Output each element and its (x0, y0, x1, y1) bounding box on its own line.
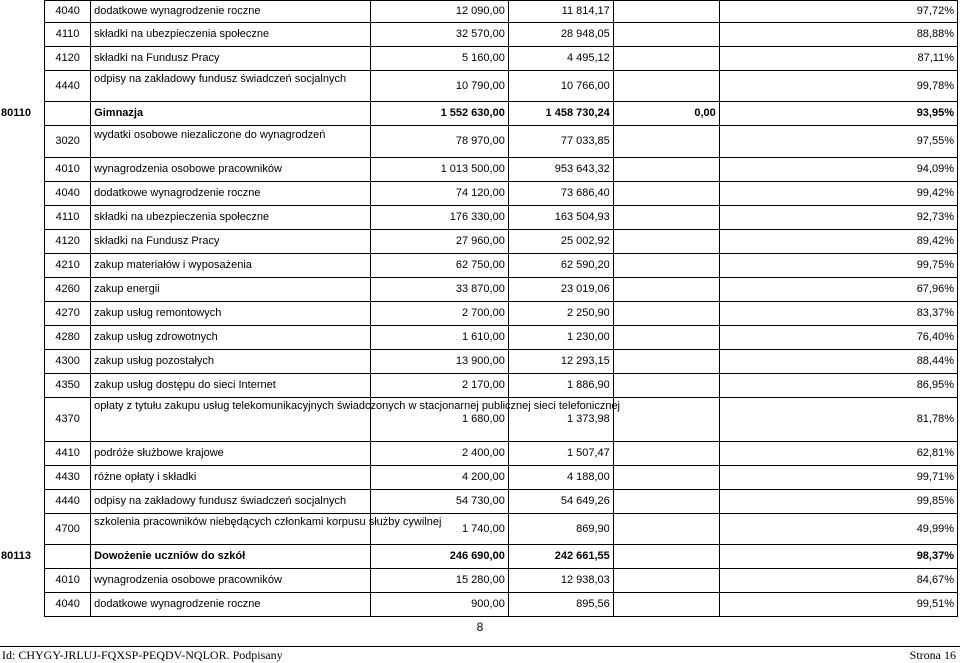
plan-amount: 900,00 (371, 593, 508, 617)
item-description (91, 126, 371, 158)
item-description-text: wydatki osobowe niezaliczone do wynagrodzeń (94, 128, 326, 141)
financing-amount: 0,00 (613, 102, 719, 126)
item-description: wynagrodzenia osobowe pracowników (91, 158, 371, 182)
execution-percent: 99,85% (719, 490, 957, 514)
plan-amount: 1 740,00 (371, 514, 508, 545)
item-description: podróże służbowe krajowe (91, 442, 371, 466)
item-description: Gimnazja (91, 102, 371, 126)
plan-amount: 2 700,00 (371, 302, 508, 326)
financing-amount (613, 466, 719, 490)
plan-amount: 33 870,00 (371, 278, 508, 302)
financing-amount (613, 23, 719, 47)
execution-percent: 84,67% (719, 569, 957, 593)
item-description: dodatkowe wynagrodzenie roczne (91, 593, 371, 617)
financing-amount (613, 350, 719, 374)
paragraph-code: 4370 (45, 398, 91, 442)
table-row (45, 182, 958, 206)
executed-amount: 73 686,40 (508, 182, 613, 206)
plan-amount: 4 200,00 (371, 466, 508, 490)
footer-document-id: Id: CHYGY-JRLUJ-FQXSP-PEQDV-NQLOR. Podpisany (2, 648, 283, 662)
plan-amount: 12 090,00 (371, 1, 508, 23)
plan-amount: 1 680,00 (371, 398, 508, 442)
item-description: składki na Fundusz Pracy (91, 47, 371, 71)
execution-percent: 97,55% (719, 126, 957, 158)
executed-amount: 1 458 730,24 (508, 102, 613, 126)
financing-amount (613, 1, 719, 23)
execution-percent: 88,88% (719, 23, 957, 47)
item-description: dodatkowe wynagrodzenie roczne (91, 1, 371, 23)
execution-percent: 86,95% (719, 374, 957, 398)
table-row (45, 1, 958, 23)
item-description: zakup usług dostępu do sieci Internet (91, 374, 371, 398)
paragraph-code: 4120 (45, 230, 91, 254)
footer-page-label: Strona 16 (909, 648, 956, 662)
executed-amount: 242 661,55 (508, 545, 613, 569)
executed-amount: 54 649,26 (508, 490, 613, 514)
plan-amount: 13 900,00 (371, 350, 508, 374)
table-row (45, 490, 958, 514)
execution-percent: 92,73% (719, 206, 957, 230)
item-description: składki na ubezpieczenia społeczne (91, 206, 371, 230)
item-description: zakup energii (91, 278, 371, 302)
paragraph-code: 4300 (45, 350, 91, 374)
chapter-code: 80110 (45, 102, 91, 126)
executed-amount: 62 590,20 (508, 254, 613, 278)
executed-amount: 895,56 (508, 593, 613, 617)
table-row (45, 442, 958, 466)
table-row (45, 254, 958, 278)
financing-amount (613, 302, 719, 326)
table-row (45, 302, 958, 326)
paragraph-code: 4280 (45, 326, 91, 350)
financing-amount (613, 206, 719, 230)
execution-percent: 62,81% (719, 442, 957, 466)
executed-amount: 4 188,00 (508, 466, 613, 490)
item-description: składki na Fundusz Pracy (91, 230, 371, 254)
item-description (91, 71, 371, 102)
item-description: różne opłaty i składki (91, 466, 371, 490)
page-number: 8 (476, 620, 484, 634)
paragraph-code: 4010 (45, 569, 91, 593)
plan-amount: 1 610,00 (371, 326, 508, 350)
execution-percent: 94,09% (719, 158, 957, 182)
item-description: odpisy na zakładowy fundusz świadczeń socjalnych (91, 490, 371, 514)
financing-amount (613, 514, 719, 545)
financing-amount (613, 593, 719, 617)
financing-amount (613, 326, 719, 350)
table-row (45, 278, 958, 302)
executed-amount: 11 814,17 (508, 1, 613, 23)
execution-percent: 99,71% (719, 466, 957, 490)
execution-percent: 99,51% (719, 593, 957, 617)
plan-amount: 54 730,00 (371, 490, 508, 514)
executed-amount: 869,90 (508, 514, 613, 545)
executed-amount: 1 886,90 (508, 374, 613, 398)
budget-sheet (1, 0, 958, 617)
item-description: zakup materiałów i wyposażenia (91, 254, 371, 278)
table-row (45, 398, 958, 442)
financing-amount (613, 442, 719, 466)
financing-amount (613, 545, 719, 569)
executed-amount: 12 938,03 (508, 569, 613, 593)
plan-amount: 176 330,00 (371, 206, 508, 230)
execution-percent: 89,42% (719, 230, 957, 254)
execution-percent: 99,75% (719, 254, 957, 278)
executed-amount: 23 019,06 (508, 278, 613, 302)
item-description: składki na ubezpieczenia społeczne (91, 23, 371, 47)
table-row (45, 71, 958, 102)
financing-amount (613, 158, 719, 182)
plan-amount: 2 400,00 (371, 442, 508, 466)
execution-percent: 83,37% (719, 302, 957, 326)
plan-amount: 74 120,00 (371, 182, 508, 206)
paragraph-code: 4700 (45, 514, 91, 545)
paragraph-code: 4110 (45, 206, 91, 230)
plan-amount: 15 280,00 (371, 569, 508, 593)
table-row (45, 47, 958, 71)
plan-amount: 62 750,00 (371, 254, 508, 278)
paragraph-code: 4270 (45, 302, 91, 326)
paragraph-code: 4010 (45, 158, 91, 182)
executed-amount: 2 250,90 (508, 302, 613, 326)
table-row (45, 158, 958, 182)
financing-amount (613, 182, 719, 206)
item-description: zakup usług remontowych (91, 302, 371, 326)
paragraph-code: 4430 (45, 466, 91, 490)
execution-percent: 97,72% (719, 1, 957, 23)
execution-percent: 93,95% (719, 102, 957, 126)
paragraph-code: 4350 (45, 374, 91, 398)
financing-amount (613, 47, 719, 71)
paragraph-code: 4260 (45, 278, 91, 302)
paragraph-code: 4110 (45, 23, 91, 47)
financing-amount (613, 278, 719, 302)
item-description: zakup usług zdrowotnych (91, 326, 371, 350)
section-row (45, 102, 958, 126)
financing-amount (613, 71, 719, 102)
paragraph-code: 4410 (45, 442, 91, 466)
execution-percent: 76,40% (719, 326, 957, 350)
item-description-text: opłaty z tytułu zakupu usług telekomunikacyjnych świadczonych w stacjonarnej publicznej sieci telefonicznej (94, 400, 621, 412)
executed-amount: 1 507,47 (508, 442, 613, 466)
execution-percent: 49,99% (719, 514, 957, 545)
execution-percent: 67,96% (719, 278, 957, 302)
section-row (45, 545, 958, 569)
financing-amount (613, 126, 719, 158)
plan-amount: 5 160,00 (371, 47, 508, 71)
budget-table (1, 0, 958, 617)
table-row (45, 23, 958, 47)
executed-amount: 77 033,85 (508, 126, 613, 158)
financing-amount (613, 569, 719, 593)
executed-amount: 1 230,00 (508, 326, 613, 350)
paragraph-code: 3020 (45, 126, 91, 158)
item-description (91, 514, 442, 545)
paragraph-code: 4040 (45, 1, 91, 23)
executed-amount: 10 766,00 (508, 71, 613, 102)
table-row (45, 230, 958, 254)
paragraph-code: 4040 (45, 593, 91, 617)
item-description: dodatkowe wynagrodzenie roczne (91, 182, 371, 206)
plan-amount: 32 570,00 (371, 23, 508, 47)
table-row (45, 206, 958, 230)
paragraph-code: 4210 (45, 254, 91, 278)
paragraph-code: 4040 (45, 182, 91, 206)
execution-percent: 81,78% (719, 398, 957, 442)
item-description-text: odpisy na zakładowy fundusz świadczeń socjalnych (94, 73, 347, 85)
executed-amount: 4 495,12 (508, 47, 613, 71)
executed-amount: 163 504,93 (508, 206, 613, 230)
paragraph-code: 4440 (45, 490, 91, 514)
item-description: zakup usług pozostałych (91, 350, 371, 374)
execution-percent: 87,11% (719, 47, 957, 71)
footer-divider (0, 646, 960, 647)
table-row (45, 569, 958, 593)
financing-amount (613, 490, 719, 514)
execution-percent: 98,37% (719, 545, 957, 569)
table-row (45, 126, 958, 158)
plan-amount: 1 552 630,00 (371, 102, 508, 126)
plan-amount: 10 790,00 (371, 71, 508, 102)
executed-amount: 1 373,98 (508, 398, 613, 442)
plan-amount: 246 690,00 (371, 545, 508, 569)
executed-amount: 25 002,92 (508, 230, 613, 254)
executed-amount: 12 293,15 (508, 350, 613, 374)
table-row (45, 593, 958, 617)
financing-amount (613, 398, 719, 442)
executed-amount: 28 948,05 (508, 23, 613, 47)
item-description: Dowożenie uczniów do szkół (91, 545, 371, 569)
item-description: wynagrodzenia osobowe pracowników (91, 569, 371, 593)
table-row (45, 326, 958, 350)
execution-percent: 99,78% (719, 71, 957, 102)
item-description-text: szkolenia pracowników niebędących członkami korpusu służby cywilnej (94, 516, 442, 528)
paragraph-code: 4120 (45, 47, 91, 71)
execution-percent: 99,42% (719, 182, 957, 206)
paragraph-code: 4440 (45, 71, 91, 102)
plan-amount: 78 970,00 (371, 126, 508, 158)
financing-amount (613, 254, 719, 278)
financing-amount (613, 374, 719, 398)
plan-amount: 27 960,00 (371, 230, 508, 254)
table-row (45, 374, 958, 398)
chapter-code: 80113 (45, 545, 91, 569)
execution-percent: 88,44% (719, 350, 957, 374)
plan-amount: 1 013 500,00 (371, 158, 508, 182)
plan-amount: 2 170,00 (371, 374, 508, 398)
financing-amount (613, 230, 719, 254)
table-row (45, 350, 958, 374)
table-row (45, 466, 958, 490)
table-row (45, 514, 958, 545)
executed-amount: 953 643,32 (508, 158, 613, 182)
